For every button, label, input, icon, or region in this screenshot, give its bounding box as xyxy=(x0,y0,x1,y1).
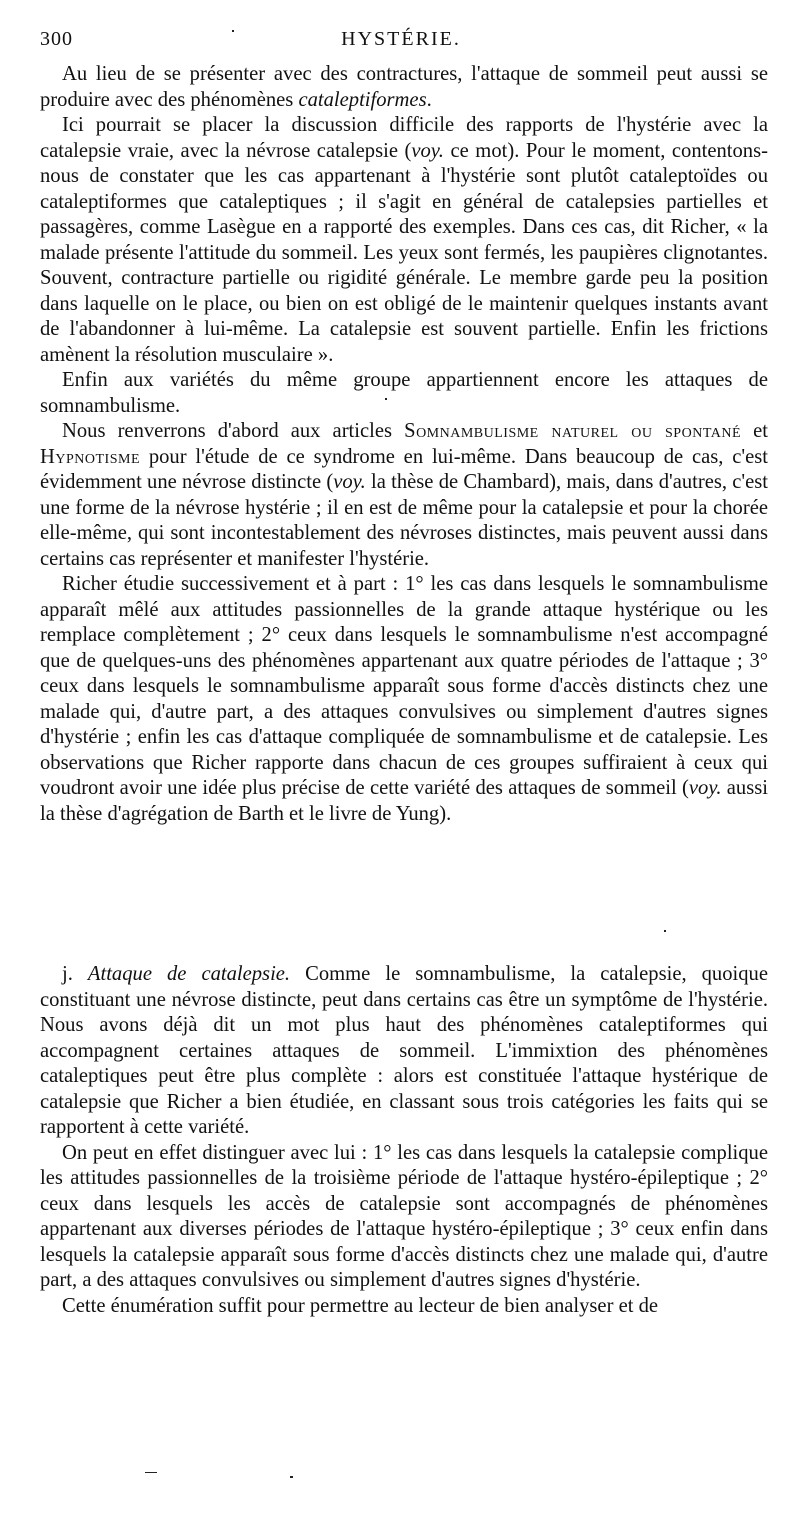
print-speck xyxy=(290,1476,293,1478)
print-speck xyxy=(145,1472,157,1473)
paragraph-attaque-catalepsie: j. Attaque de catalepsie. Comme le somnambulisme, la catalepsie, quoique constituant une névrose distincte, peut dans certains cas être un symptôme de l'hystérie. Nous avons déjà dit un mot plus haut des phénomènes cataleptiformes qui accompagnent certaines attaques de sommeil. L'immixtion des phénomènes cataleptiques peut être plus complète : alors est constituée l'attaque hystérique de catalepsie que Richer a bien étudiée, en classant sous trois catégories les faits qui se rapportent à cette variété. xyxy=(40,963,768,1138)
page-number: 300 xyxy=(40,28,73,50)
print-speck xyxy=(385,398,387,400)
print-speck xyxy=(232,30,234,32)
text-block-lower xyxy=(40,962,768,1319)
section-heading: Attaque de catalepsie. xyxy=(87,963,291,985)
paragraph-cross-references: Nous renverrons d'abord aux articles Somnambulisme naturel ou spontané et Hypnotisme pour l'étude de ce syndrome en lui-même. Dans beaucoup de cas, c'est évidemment une névrose distincte (voy. la thèse de Chambard), mais, dans d'autres, c'est une forme de la névrose hystérie ; il en est de même pour la catalepsie et pour la chorée elle-même, qui sont incontestablement des névroses distinctes, mais peuvent aussi dans certains cas représenter et manifester l'hystérie. xyxy=(40,420,768,570)
paragraph-catalepsy-discussion: Ici pourrait se placer la discussion difficile des rapports de l'hystérie avec la catalepsie vraie, avec la névrose catalepsie (voy. ce mot). Pour le moment, contentons-nous de constater que les cas appartenant à l'hystérie sont plutôt cataleptoïdes ou cataleptiformes que cataleptiques ; il s'agit en général de catalepsies partielles et passagères, comme Lasègue en a rapporté des exemples. Dans ces cas, dit Richer, « la malade présente l'attitude du sommeil. Les yeux sont fermés, les paupières clignotantes. Souvent, contracture partielle ou rigidité générale. Le membre garde peu la position dans laquelle on le place, ou bien on est obligé de le maintenir quelques instants avant de l'abandonner à lui-même. La catalepsie est souvent partielle. Enfin les frictions amènent la résolution musculaire ». xyxy=(40,114,768,366)
running-head xyxy=(36,28,766,58)
small-caps-reference: Hypnotisme xyxy=(40,445,140,468)
small-caps-reference: Somnambulisme naturel ou spontané xyxy=(404,420,742,442)
paragraph-three-categories: On peut en effet distinguer avec lui : 1° les cas dans lesquels la catalepsie complique les attitudes passionnelles de la troisième période de l'attaque hystéro-épileptique ; 2° ceux dans lesquels les accès de catalepsie sont accompagnés de phénomènes appartenant aux diverses périodes de l'attaque hystéro-épileptique ; 3° ceux enfin dans lesquels la catalepsie apparaît sous forme d'accès distincts chez une malade qui, d'autre part, a des attaques convulsives ou simplement d'autres signes d'hystérie. xyxy=(40,1141,768,1291)
print-speck xyxy=(664,930,666,932)
text-block-upper xyxy=(40,62,768,827)
paragraph-cataleptiform-attack: Au lieu de se présenter avec des contractures, l'attaque de sommeil peut aussi se produire avec des phénomènes cataleptiformes. xyxy=(40,63,768,111)
paragraph-somnambulism-variety: Enfin aux variétés du même groupe appartiennent encore les attaques de somnambulisme. xyxy=(40,369,768,417)
paragraph-richer-categories: Richer étudie successivement et à part : 1° les cas dans lesquels le somnambulisme apparaît mêlé aux attitudes passionnelles de la grande attaque hystérique ou les remplace complètement ; 2° ceux dans lesquels le somnambulisme n'est accompagné que de quelques-uns des phénomènes appartenant aux quatre périodes de l'attaque ; 3° ceux dans lesquels le somnambulisme apparaît sous forme d'accès distincts chez une malade qui, d'autre part, a des attaques convulsives ou simplement d'autres signes d'hystérie ; enfin les cas d'attaque compliquée de somnambulisme et de catalepsie. Les observations que Richer rapporte dans chacun de ces groupes suffiraient à ceux qui voudront avoir une idée plus précise de cette variété des attaques de sommeil (voy. aussi la thèse d'agrégation de Barth et le livre de Yung). xyxy=(40,573,768,825)
paragraph-final-line: Cette énumération suffit pour permettre au lecteur de bien analyser et de xyxy=(62,1294,659,1317)
running-title: HYSTÉRIE. xyxy=(341,28,461,50)
